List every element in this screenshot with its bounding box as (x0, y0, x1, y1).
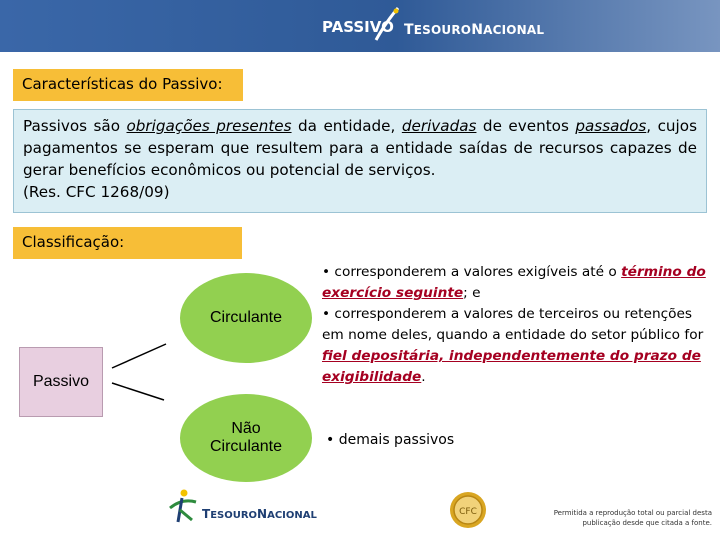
circulante-node (180, 273, 312, 363)
passivo-node: Passivo (19, 347, 103, 417)
connector-nao-circulante (112, 383, 164, 400)
section-label-classificacao: Classificação: (13, 227, 242, 259)
header-logo-text: TESOURONACIONAL (404, 22, 545, 38)
nao-circulante-criteria: • demais passivos (326, 432, 455, 448)
section-label-caracteristicas: Características do Passivo: (13, 69, 243, 101)
reproduction-note: Permitida a reprodução total ou parcial desta publicação desde que citada a fonte. (553, 509, 712, 527)
page-title: PASSIVO (322, 18, 394, 36)
cfc-seal-icon (448, 490, 488, 530)
definition-text: Passivos são obrigações presentes da entidade, derivadas de eventos passados, cujos pagamentos se esperam que resultem para a entidade saídas de recursos capazes de gerar benefícios econômicos ou potencial de serviços. (23, 117, 697, 179)
footer-logo-text: TESOURONACIONAL (202, 507, 317, 521)
circulante-label: Circulante (209, 309, 283, 326)
nao-circulante-label-line1: Não (231, 420, 261, 437)
nao-circulante-label-line2: Circulante (209, 438, 283, 455)
definition-reference: (Res. CFC 1268/09) (23, 183, 170, 201)
circulante-criteria: • corresponderem a valores exigíveis até o término do exercício seguinte; e • corresponderem a valores de terceiros ou retenções em nome deles, quando a entidade do setor público for fiel depositária, independentemente do prazo de exigibilidade. (322, 264, 706, 385)
tesouro-figure-icon (166, 488, 200, 524)
connector-circulante (112, 344, 166, 368)
svg-text:CFC: CFC (459, 507, 477, 517)
nao-circulante-node (180, 394, 312, 482)
